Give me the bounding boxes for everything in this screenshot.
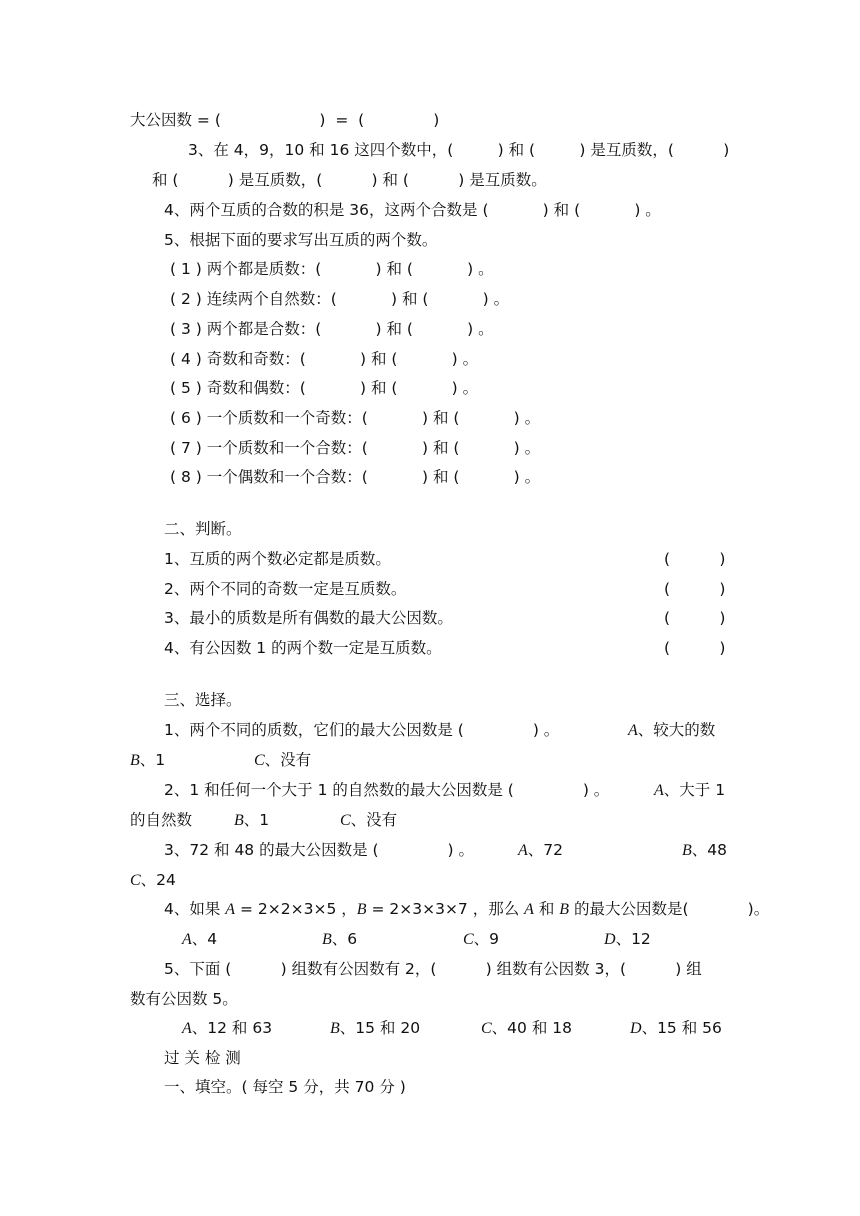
- fill-q5-item-1: ( 1 ) 两个都是质数：( ) 和 ( ) 。: [170, 260, 494, 278]
- choice-q2-option-c: C、没有: [340, 811, 398, 829]
- choice-q4-option-a: A、4: [182, 930, 218, 948]
- choice-q1-option-b: B、1: [130, 751, 166, 769]
- choice-q5-line1: 5、下面 ( ) 组数有公因数有 2，( ) 组数有公因数 3，( ) 组: [164, 960, 702, 978]
- choice-q4: 4、如果 A = 2×2×3×5 ，B = 2×3×3×7 ，那么 A 和 B 的最大公因数是( )。: [164, 900, 770, 918]
- choice-q1-option-c: C、没有: [254, 751, 312, 769]
- choice-q3-option-c: C、24: [130, 871, 176, 889]
- choice-q2-option-a-cont: 的自然数: [130, 811, 193, 829]
- choice-q5-line2: 数有公因数 5。: [130, 990, 238, 1008]
- fill-q5-item-7: ( 7 ) 一个质数和一个合数：( ) 和 ( ) 。: [170, 439, 541, 457]
- fill-q4: 4、两个互质的合数的积是 36，这两个合数是 ( ) 和 ( ) 。: [164, 201, 661, 219]
- judge-item-2: 2、两个不同的奇数一定是互质数。: [164, 580, 407, 598]
- choice-q1-option-a: A、较大的数: [628, 721, 716, 739]
- choice-q4-option-b: B、6: [322, 930, 358, 948]
- choice-q2: 2、1 和任何一个大于 1 的自然数的最大公因数是 ( ) 。: [164, 781, 610, 799]
- judge-item-3: 3、最小的质数是所有偶数的最大公因数。: [164, 609, 453, 627]
- fill-line-top: 大公因数 = ( ) = ( ): [130, 111, 440, 129]
- judge-mark-4: ( ): [664, 639, 726, 657]
- judge-mark-3: ( ): [664, 609, 726, 627]
- fill-q5-item-3: ( 3 ) 两个都是合数：( ) 和 ( ) 。: [170, 320, 494, 338]
- section-fill-heading: 一、填空。( 每空 5 分，共 70 分 ): [164, 1078, 406, 1096]
- choice-q5-option-b: B、15 和 20: [330, 1019, 421, 1037]
- fill-q5-item-6: ( 6 ) 一个质数和一个奇数：( ) 和 ( ) 。: [170, 409, 541, 427]
- choice-q4-option-d: D、12: [604, 930, 651, 948]
- fill-q5-item-4: ( 4 ) 奇数和奇数：( ) 和 ( ) 。: [170, 350, 479, 368]
- choice-q3-option-a: A、72: [518, 841, 564, 859]
- fill-q5-item-2: ( 2 ) 连续两个自然数：( ) 和 ( ) 。: [170, 290, 510, 308]
- choice-heading: 三、选择。: [164, 691, 242, 709]
- fill-q5-item-8: ( 8 ) 一个偶数和一个合数：( ) 和 ( ) 。: [170, 468, 541, 486]
- choice-q5-option-d: D、15 和 56: [630, 1019, 722, 1037]
- choice-q3: 3、72 和 48 的最大公因数是 ( ) 。: [164, 841, 475, 859]
- judge-item-4: 4、有公因数 1 的两个数一定是互质数。: [164, 639, 442, 657]
- judge-mark-2: ( ): [664, 580, 726, 598]
- section-title: 过 关 检 测: [164, 1049, 241, 1067]
- choice-q2-option-a: A、大于 1: [654, 781, 726, 799]
- choice-q3-option-b: B、48: [682, 841, 728, 859]
- fill-q3-line1: 3、在 4，9，10 和 16 这四个数中，( ) 和 ( ) 是互质数，( ): [188, 141, 730, 159]
- choice-q2-option-b: B、1: [234, 811, 270, 829]
- choice-q5-option-c: C、40 和 18: [481, 1019, 572, 1037]
- fill-q3-line2: 和 ( ) 是互质数，( ) 和 ( ) 是互质数。: [152, 171, 547, 189]
- judge-mark-1: ( ): [664, 550, 726, 568]
- judge-item-1: 1、互质的两个数必定都是质数。: [164, 550, 391, 568]
- fill-q5: 5、根据下面的要求写出互质的两个数。: [164, 231, 438, 249]
- choice-q5-option-a: A、12 和 63: [182, 1019, 273, 1037]
- choice-q4-option-c: C、9: [463, 930, 500, 948]
- choice-q1: 1、两个不同的质数，它们的最大公因数是 ( ) 。: [164, 721, 560, 739]
- fill-q5-item-5: ( 5 ) 奇数和偶数：( ) 和 ( ) 。: [170, 379, 479, 397]
- judge-heading: 二、判断。: [164, 520, 242, 538]
